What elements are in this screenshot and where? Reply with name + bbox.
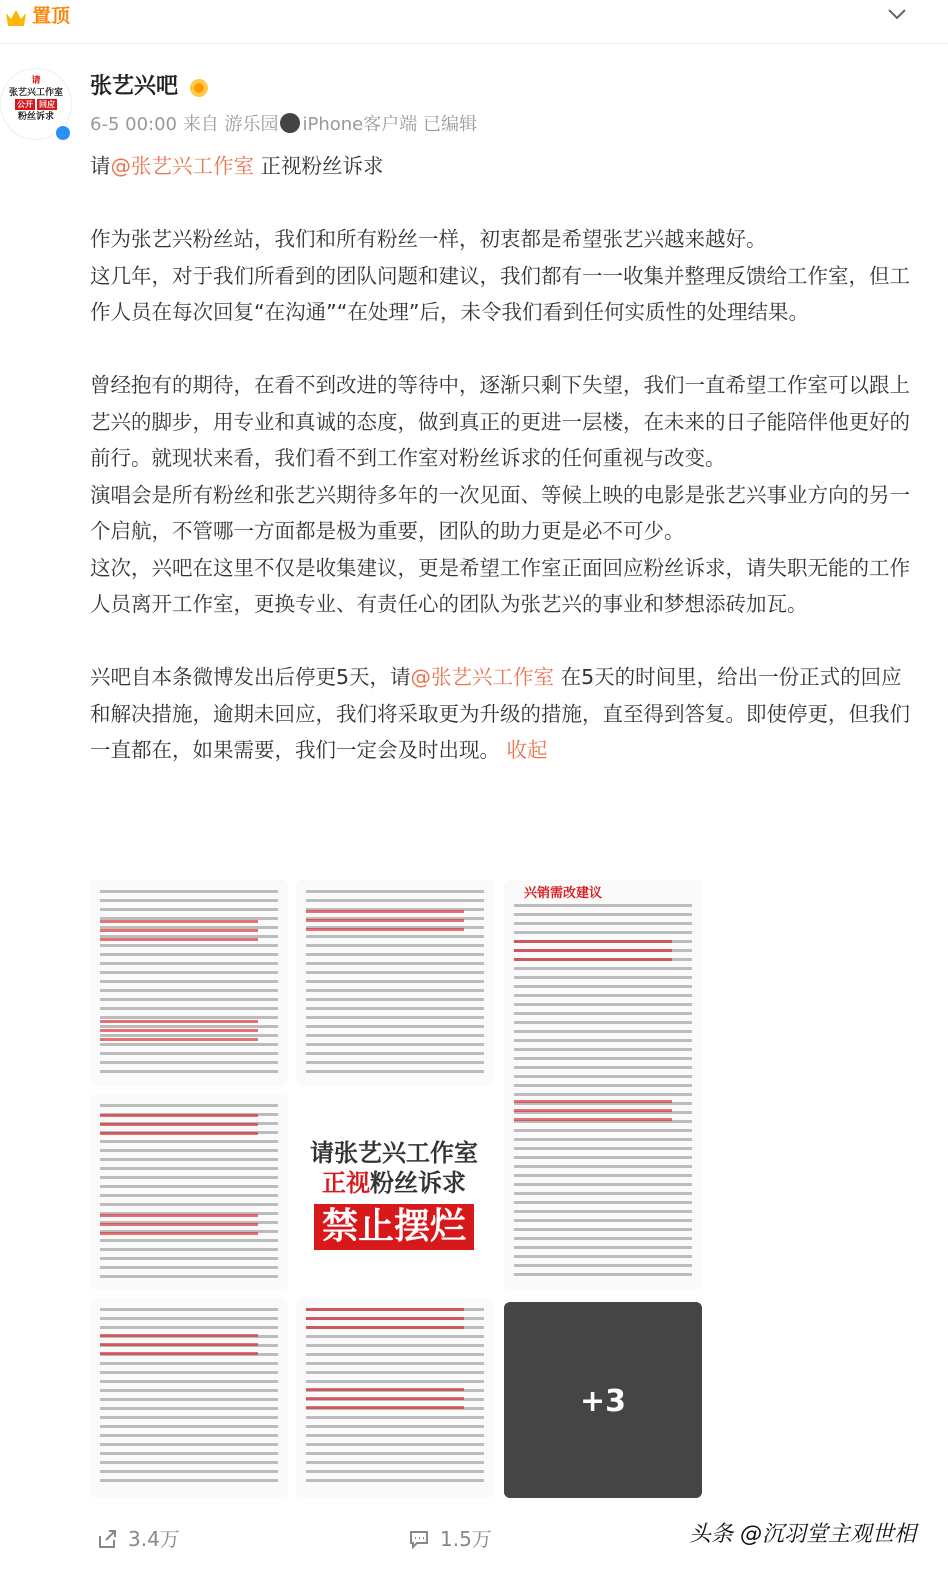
paragraph-4: 演唱会是所有粉丝和张艺兴期待多年的一次见面、等候上映的电影是张艺兴事业方向的另一个启航，不管哪一方面都是极为重要，团队的助力更是必不可少。 [90,482,910,543]
source-b: iPhone客户端 [302,114,418,135]
image-thumb[interactable] [90,1298,288,1498]
image-heading: 兴销需改建议 [524,886,603,901]
paragraph-3: 曾经抱有的期待，在看不到改进的等待中，逐渐只剩下失望，我们一直希望工作室可以跟上艺兴的脚步，用专业和真诚的态度，做到真正的更进一层楼，在未来的日子能陪伴他更好的前行。就现状来看，我们看不到工作室对粉丝诉求的任何重视与改变。 [90,373,910,470]
post-date: 6-5 00:00 [90,114,177,135]
banner-line-1: 请张艺兴工作室 [310,1139,478,1167]
text: 请 [90,154,111,178]
from-prefix: 来自 [182,114,219,135]
image-thumb[interactable] [90,1094,288,1290]
image-grid [90,880,702,1500]
post-body [90,148,910,769]
paragraph-1: 作为张艺兴粉丝站，我们和所有粉丝一样，初衷都是希望张艺兴越来越好。 [90,227,767,251]
chevron-down-icon[interactable] [886,6,908,22]
pinned-label: 置顶 [32,5,71,27]
post-meta [90,112,477,138]
repost-count: 3.4万 [128,1527,180,1551]
mention-link[interactable]: @张艺兴工作室 [110,154,254,178]
verified-badge-icon [54,124,72,142]
banner-line-3: 禁止摆烂 [314,1204,474,1250]
comment-count: 1.5万 [440,1527,492,1551]
banner-line-2-red: 正视 [322,1169,370,1197]
author-name[interactable]: 张艺兴吧 [90,74,179,99]
pinned-bar [0,0,948,44]
image-thumb-more[interactable] [504,1302,702,1498]
banner-line-2: 粉丝诉求 [370,1169,466,1197]
image-thumb[interactable] [296,1298,494,1498]
image-thumb[interactable] [296,880,494,1086]
avatar-text: 张艺兴工作室 [8,88,63,98]
more-images-count: +3 [579,1384,626,1419]
avatar-text: 请 [31,76,41,86]
text: 正视粉丝诉求 [254,154,384,178]
avatar-text: 公开 [17,100,33,109]
image-thumb[interactable] [504,880,702,1290]
avatar-text: 粉丝诉求 [17,112,54,122]
image-thumb[interactable] [90,880,288,1086]
mention-link[interactable]: @张艺兴工作室 [410,665,555,689]
paragraph-2: 这几年，对于我们所看到的团队问题和建议，我们都有一一收集并整理反馈给工作室，但工作人员在每次回复“在沟通”“在处理”后，未令我们看到任何实质性的处理结果。 [90,263,910,324]
text: 在5天的时间里，给出一份正式的回应和解决措施，逾期未回应，我们将采取更为升级的措施，直至得到答复。即使停更，但我们一直都在，如果需要，我们一定会及时出现。 [90,665,910,762]
paragraph-6 [90,659,910,769]
share-icon [96,1528,118,1550]
source-icon [280,113,300,133]
collapse-link[interactable]: 收起 [506,738,548,762]
watermark: 头条 @沉羽堂主观世相 [689,1522,916,1547]
paragraph-5: 这次，兴吧在这里不仅是收集建议，更是希望工作室正面回应粉丝诉求，请失职无能的工作人员离开工作室，更换专业、有责任心的团队为张艺兴的事业和梦想添砖加瓦。 [90,555,910,616]
comment-button[interactable] [408,1524,492,1554]
vip-badge-icon [186,76,212,98]
crown-pin-icon [4,7,28,29]
text: 兴吧自本条微博发出后停更5天，请 [90,665,411,689]
source-a: 游乐园 [224,114,279,135]
repost-button[interactable] [96,1524,180,1554]
comment-icon [408,1528,430,1550]
image-banner[interactable] [296,1098,492,1288]
post-headline [90,148,910,185]
avatar-text: 回应 [39,100,55,109]
edited-label[interactable]: 已编辑 [422,114,477,135]
